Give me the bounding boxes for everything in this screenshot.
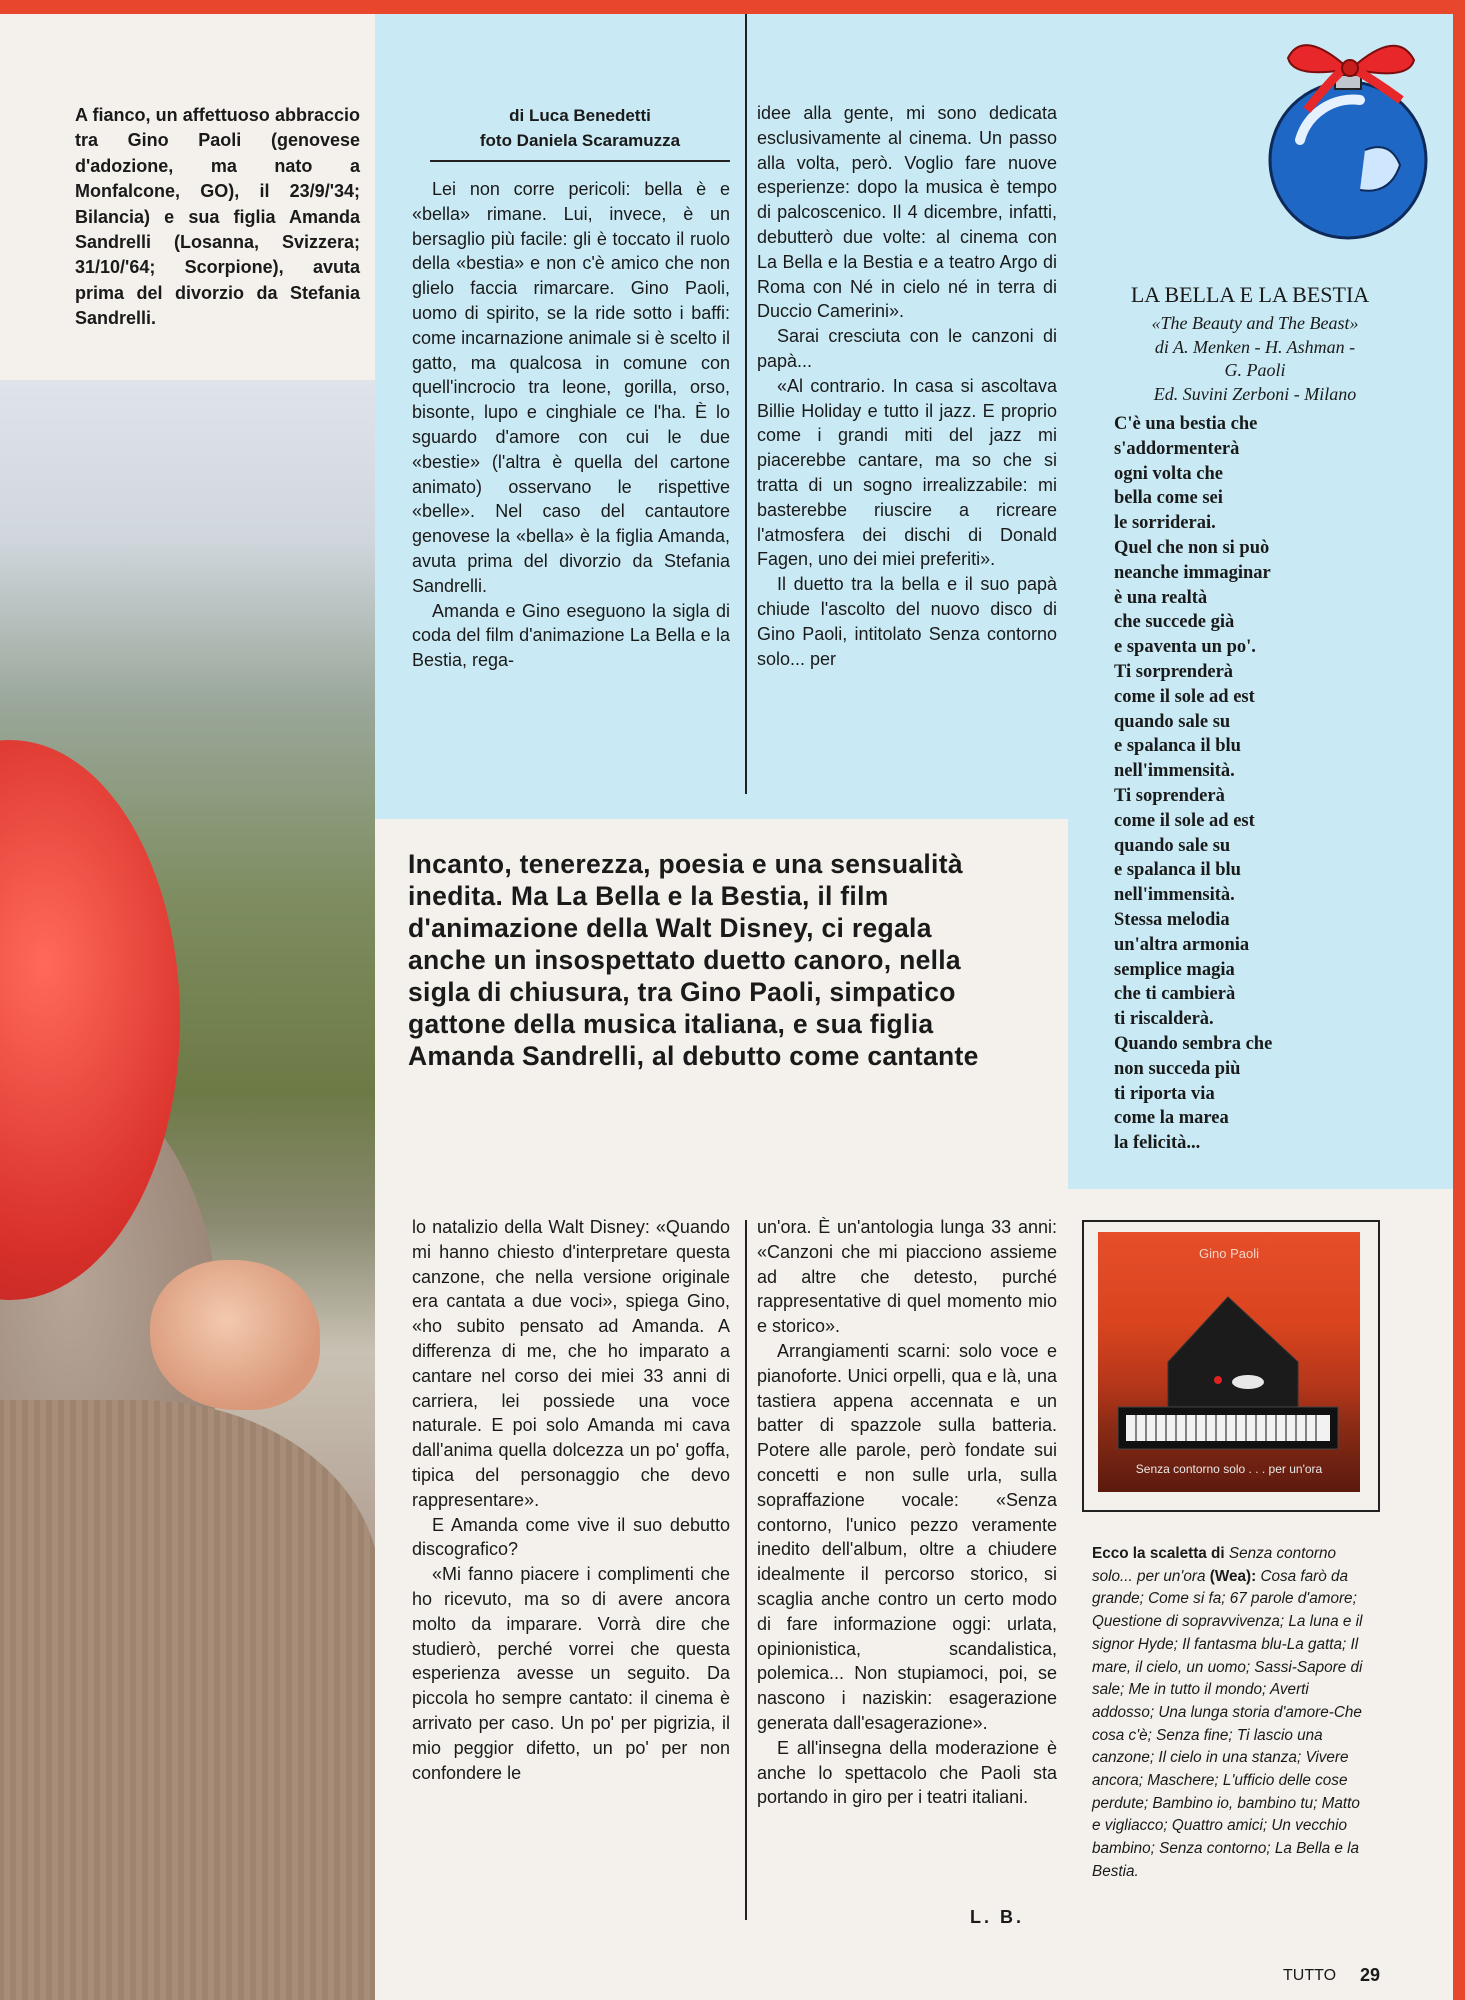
song-authors: di A. Menken - H. Ashman - [1154, 336, 1356, 357]
paragraph: E all'insegna della moderazione è anche lo spettacolo che Paoli sta portando in giro per i teatri italiani. [757, 1737, 1057, 1808]
paragraph: Il duetto tra la bella e il suo papà chiude l'ascolto del nuovo disco di Gino Paoli, intitolato Senza contorno solo... per [757, 574, 1057, 669]
page-border-top [0, 0, 1465, 14]
lyric-line: come il sole ad est [1114, 686, 1255, 707]
lyric-line: come il sole ad est [1114, 810, 1255, 831]
lyric-line: le sorriderai. [1114, 513, 1216, 534]
lyric-line: Quel che non si può [1114, 537, 1270, 558]
christmas-ornament-icon [1240, 20, 1450, 240]
paragraph: un'ora. È un'antologia lunga 33 anni: «Canzoni che mi piacciono assieme ad altre che detesto, purché rappresentative di quel momento mio e storico». [757, 1217, 1057, 1337]
lyric-line: semplice magia [1114, 959, 1235, 980]
page-number: 29 [1360, 1965, 1381, 1985]
song-authors: G. Paoli [1224, 360, 1286, 380]
tracklist-intro: Ecco la scaletta di [1092, 1545, 1229, 1562]
track-list: Cosa farò da grande; Come si fa; 67 parole d'amore; Questione di sopravvivenza; La luna e il signor Hyde; Il fantasma blu-La gatta; Il mare, il cielo, un uomo; Sassi-Sapore di sale; Me in tutto il mondo; Averti addosso; Una lunga storia d'amore-Che cosa c'è; Senza fine; Ti lascio una canzone; Il cielo in una stanza; Vivere ancora; Maschere; L'ufficio delle cose perdute; Bambino io, bambino tu; Matto e vigliacco; Quattro amici; Un vecchio bambino; Senza contorno; La Bella e la Bestia. [1092, 1567, 1363, 1880]
piano-icon [1098, 1232, 1360, 1492]
paragraph: E Amanda come vive il suo debutto discografico? [412, 1514, 730, 1560]
lyric-line: nell'immensità. [1114, 761, 1235, 782]
lyric-line: Stessa melodia [1114, 909, 1230, 930]
photo-caption: A fianco, un affettuoso abbraccio tra Gino Paoli (genovese d'adozione, ma nato a Monfalcone, GO), il 23/9/'34; Bilancia) e sua figlia Amanda Sandrelli (Losanna, Svizzera; 31/10/'64; Scorpione), avuta prima del divorzio da Stefania Sandrelli. [75, 105, 360, 329]
author-signature: L. B. [970, 1907, 1024, 1927]
album-cover [1098, 1232, 1360, 1492]
lyric-line: un'altra armonia [1114, 934, 1250, 955]
album-label: (Wea): [1205, 1567, 1261, 1585]
song-publisher: Ed. Suvini Zerboni - Milano [1153, 383, 1357, 404]
magazine-name: TUTTO [1283, 1967, 1337, 1984]
album-cover-title: Senza contorno solo . . . per un'ora [1135, 1462, 1323, 1476]
song-original-title: «The Beauty and The Beast» [1151, 313, 1359, 333]
column-1-top [412, 177, 730, 673]
lyric-line: ti riporta via [1114, 1083, 1215, 1104]
album-name: Senza contorno solo... per un'ora [1092, 1545, 1337, 1585]
page-border-right [1453, 0, 1465, 2000]
lyric-line: bella come sei [1114, 488, 1223, 509]
photo-gino-amanda [0, 380, 375, 2000]
paragraph: «Al contrario. In casa si ascoltava Billie Holiday e tutto il jazz. E proprio come i grandi miti del jazz mi piacerebbe cantare, ma so che si tratta di un sogno irrealizzabile: mi basterebbe riuscire a ricreare l'atmosfera dei dischi di Donald Fagen, uno dei miei preferiti». [757, 375, 1057, 570]
photo-coat [0, 1400, 375, 2000]
lyric-line: neanche immaginar [1114, 562, 1271, 583]
lyric-line: e spalanca il blu [1114, 736, 1241, 757]
lyric-line: è una realtà [1114, 587, 1208, 608]
lyric-line: C'è una bestia che [1114, 414, 1258, 434]
lyric-line: la felicità... [1114, 1133, 1201, 1154]
lyric-line: quando sale su [1114, 835, 1231, 856]
lyric-line: Quando sembra che [1114, 1033, 1273, 1054]
lyric-line: e spaventa un po'. [1114, 637, 1256, 658]
paragraph: «Mi fanno piacere i complimenti che ho ricevuto, ma so di avere ancora molto da imparare. Vorrà dire che studierò, perché vorrei che questa esperienza avesse un seguito. Da piccola ho sempre cantato: il cinema è arrivato per caso. Un po' per pigrizia, il mio peggior difetto, un po' per non confondere le [412, 1564, 730, 1783]
column-2-top [757, 101, 1057, 671]
photo-hand [150, 1260, 320, 1410]
paragraph: lo natalizio della Walt Disney: «Quando mi hanno chiesto d'interpretare questa canzone, che nella versione originale era cantata a due voci», spiega Gino, «ho subito pensato ad Amanda. A differenza di me, che ho imparato a cantare nel corso dei miei 33 anni di carriera, lei possiede una voce naturale. E poi solo Amanda mi cava dall'anima quella dolcezza un po' goffa, tipica del personaggio che devo rappresentare». [412, 1217, 730, 1510]
lyric-line: e spalanca il blu [1114, 860, 1241, 881]
column-1-bottom [412, 1215, 730, 1785]
byline-photo: foto Daniela Scaramuzza [479, 131, 681, 150]
lyric-line: che succede già [1114, 612, 1235, 633]
paragraph: idee alla gente, mi sono dedicata esclusivamente al cinema. Un passo alla volta, però. Voglio fare nuove esperienze: dopo la musica è tempo di palcoscenico. Il 4 dicembre, infatti, debutterò due volte: al cinema con La Bella e la Bestia e a teatro Argo di Roma con Né in cielo né in terra di Duccio Camerini». [757, 103, 1057, 322]
column-divider-bottom [745, 1220, 747, 1920]
lyric-line: Ti sorprenderà [1114, 661, 1234, 682]
paragraph: Amanda e Gino eseguono la sigla di coda del film d'animazione La Bella e la Bestia, rega- [412, 600, 730, 671]
lyric-line: ogni volta che [1114, 463, 1223, 484]
lyric-line: quando sale su [1114, 711, 1231, 732]
paragraph: Lei non corre pericoli: bella è e «bella» rimane. Lui, invece, è un bersaglio più facile: gli è toccato il ruolo della «bestia» e non c'è amico che non glielo faccia rimarcare. Gino Paoli, uomo di spirito, se la ride sotto i baffi: come incarnazione animale si è scelto il gatto, ma qualcosa in comune con quell'incrocio tra leone, gorilla, orso, bisonte, lupo e cinghiale ce l'ha. È lo sguardo d'amore con cui le due «bestie» (l'altra è quella del cartone animato) osservano le rispettive «belle». Nel caso del cantautore genovese la «bella» è la figlia Amanda, avuta prima del divorzio da Stefania Sandrelli. [412, 179, 730, 596]
byline-author: di Luca Benedetti [509, 106, 651, 125]
paragraph: Sarai cresciuta con le canzoni di papà... [757, 326, 1057, 371]
lyric-line: s'addormenterà [1114, 438, 1240, 459]
column-2-bottom [757, 1215, 1057, 1810]
song-lyrics [1114, 412, 1414, 1156]
column-divider-top [745, 14, 747, 794]
byline [415, 103, 745, 153]
album-tracklist [1092, 1543, 1372, 1884]
lyric-line: nell'immensità. [1114, 885, 1235, 906]
lyric-line: non succeda più [1114, 1058, 1241, 1079]
song-title: LA BELLA E LA BESTIA [1130, 282, 1370, 307]
byline-rule [430, 160, 730, 162]
lead-paragraph: Incanto, tenerezza, poesia e una sensualità inedita. Ma La Bella e la Bestia, il film d'animazione della Walt Disney, ci regala anche un insospettato duetto canoro, nella sigla di chiusura, tra Gino Paoli, simpatico gattone della musica italiana, e sua figlia Amanda Sandrelli, al debutto come cantante [408, 849, 979, 1071]
song-credits [1090, 312, 1420, 406]
lyric-line: che ti cambierà [1114, 984, 1236, 1005]
lyric-line: Ti soprenderà [1114, 785, 1225, 806]
lyric-line: ti riscalderà. [1114, 1009, 1214, 1030]
lyric-line: come la marea [1114, 1108, 1229, 1129]
album-cover-artist: Gino Paoli [1199, 1246, 1259, 1261]
paragraph: Arrangiamenti scarni: solo voce e pianoforte. Unici orpelli, qua e là, una tastiera appena accennata e un batter di spazzole sulla batteria. Potere alle parole, però fondate sui concetti e non sulle urla, sulla sopraffazione vocale: «Senza contorno, l'unico pezzo veramente inedito dell'album, oltre a chiudere idealmente il percorso storico, si scaglia anche contro un certo modo di fare informazione oggi: urlata, opinionistica, scandalistica, polemica... Non stupiamoci, poi, se nascono i naziskin: esagerazione generata dall'esagerazione». [757, 1340, 1057, 1733]
